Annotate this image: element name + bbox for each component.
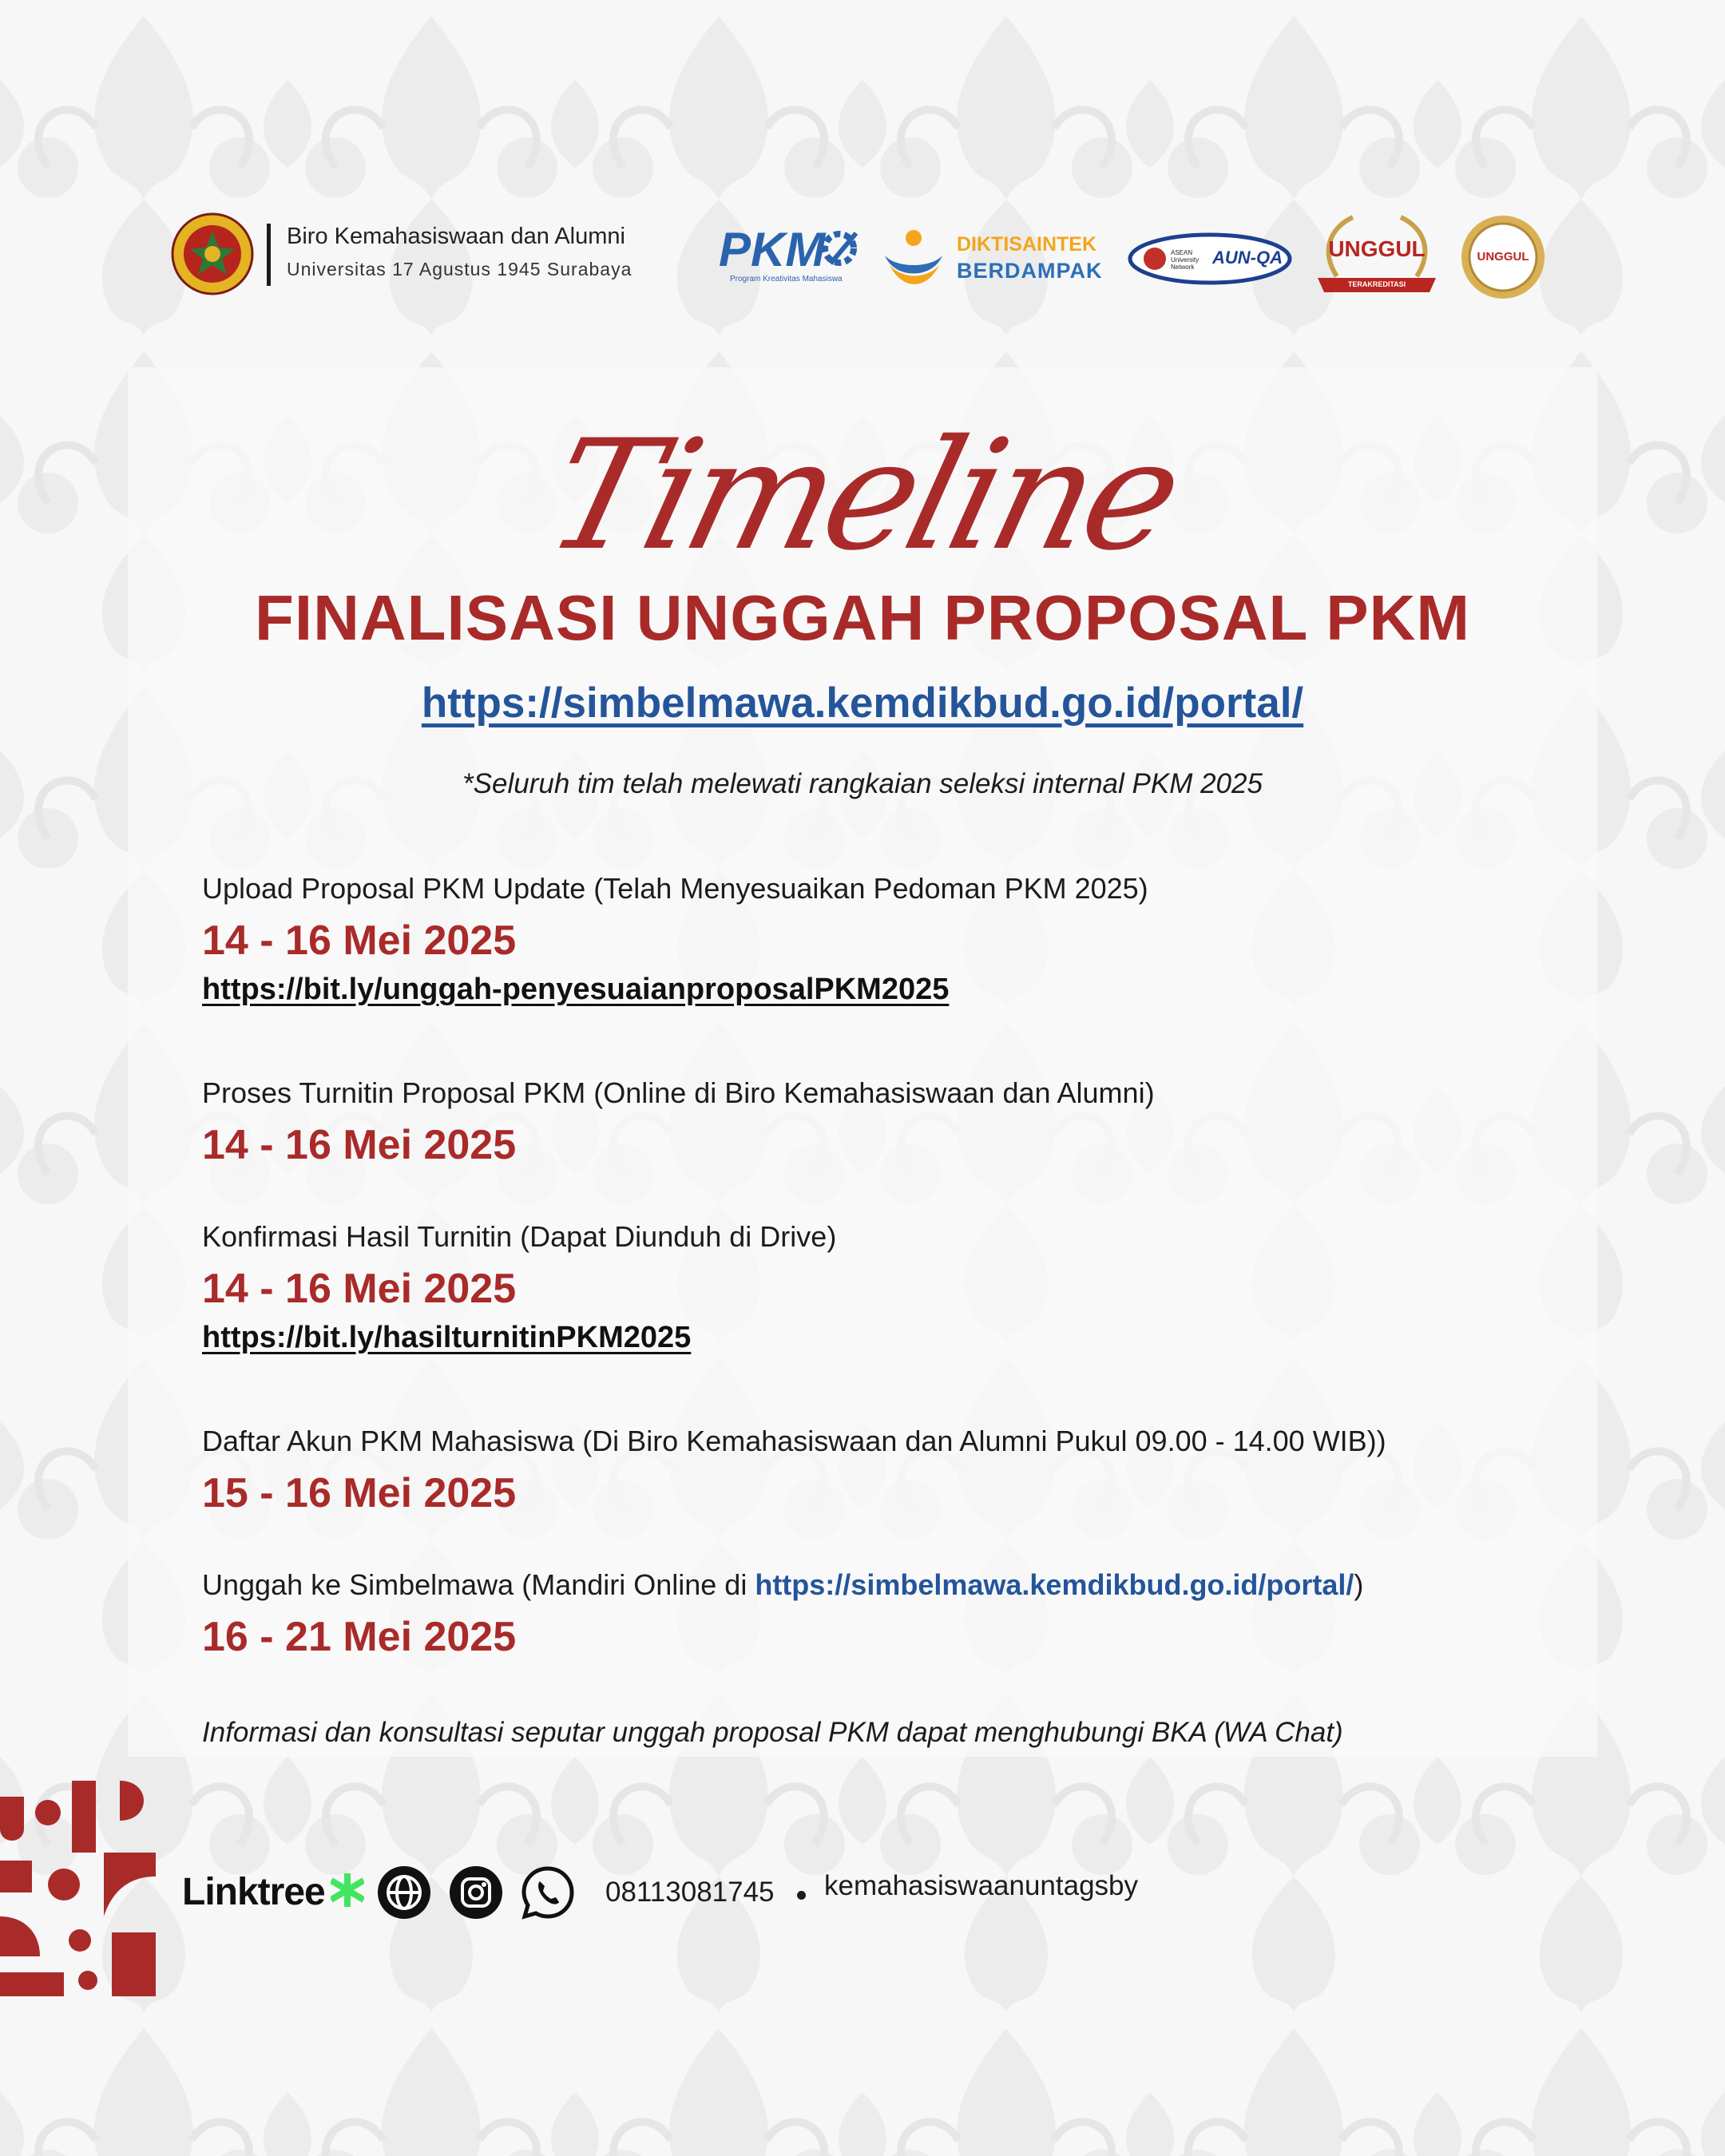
timeline-date: 14 - 16 Mei 2025 <box>202 1266 517 1312</box>
page-title: FINALISASI UNGGAH PROPOSAL PKM <box>255 582 1470 653</box>
dikti-line1: DIKTISAINTEK <box>957 233 1096 256</box>
script-title: Timeline <box>532 407 1193 584</box>
institution-subtitle: Universitas 17 Agustus 1945 Surabaya <box>287 259 632 279</box>
pkm-logo <box>719 219 864 295</box>
simbelmawa-inline-link[interactable]: https://simbelmawa.kemdikbud.go.id/portal/ <box>755 1568 1354 1601</box>
dikti-line2: BERDAMPAK <box>957 259 1103 283</box>
timeline-date: 15 - 16 Mei 2025 <box>202 1470 517 1516</box>
selection-note: *Seluruh tim telah melewati rangkaian seleksi internal PKM 2025 <box>462 768 1263 799</box>
timeline-item-konfirmasi <box>202 1220 1560 1355</box>
pkm-logo-subtitle: Program Kreativitas Mahasiswa <box>730 275 843 283</box>
timeline-date: 14 - 16 Mei 2025 <box>202 917 517 964</box>
timeline-label: Proses Turnitin Proposal PKM (Online di Biro Kemahasiswaan dan Alumni) <box>202 1076 1155 1109</box>
timeline-label: Daftar Akun PKM Mahasiswa (Di Biro Kemahasiswaan dan Alumni Pukul 09.00 - 14.00 WIB)) <box>202 1425 1386 1457</box>
timeline-label: Konfirmasi Hasil Turnitin (Dapat Diunduh di Drive) <box>202 1220 837 1253</box>
badge-ribbon-text: TERAKREDITASI <box>1347 280 1406 288</box>
whatsapp-icon[interactable] <box>521 1865 575 1920</box>
script-title-block <box>0 399 1725 591</box>
portal-link[interactable]: https://simbelmawa.kemdikbud.go.id/portal/ <box>421 680 1304 727</box>
unggul-accreditation-badge <box>1313 212 1441 300</box>
timeline-label <box>202 1568 1560 1602</box>
globe-icon[interactable] <box>377 1865 431 1920</box>
label-prefix: Unggah ke Simbelmawa (Mandiri Online di <box>202 1568 755 1601</box>
upload-link[interactable]: https://bit.ly/unggah-penyesuaianproposalPKM2025 <box>202 973 950 1006</box>
label-suffix: ) <box>1354 1568 1364 1601</box>
timeline-item-turnitin <box>202 1076 1560 1169</box>
gear-icon <box>815 224 864 273</box>
timeline-date: 16 - 21 Mei 2025 <box>202 1614 517 1660</box>
pkm-logo-text: PKM <box>719 223 826 276</box>
aun-qa-logo <box>1126 230 1294 287</box>
header-divider <box>267 224 271 286</box>
aun-qa-text: AUN-QA <box>1212 248 1283 268</box>
header-logos <box>171 212 1560 308</box>
timeline-item-simbelmawa <box>202 1568 1560 1661</box>
institution-name: Biro Kemahasiswaan dan Alumni <box>287 224 625 249</box>
linktree-asterisk-icon <box>331 1873 364 1907</box>
footer-info: Informasi dan konsultasi seputar unggah proposal PKM dapat menghubungi BKA (WA Chat) <box>202 1717 1343 1748</box>
university-seal-icon <box>171 212 254 295</box>
seal-unggul-text: UNGGUL <box>1477 250 1529 264</box>
timeline-label: Upload Proposal PKM Update (Telah Menyesuaikan Pedoman PKM 2025) <box>202 872 1148 905</box>
separator-dot <box>797 1891 806 1900</box>
timeline-item-daftar-akun <box>202 1425 1560 1517</box>
turnitin-result-link[interactable]: https://bit.ly/hasilturnitinPKM2025 <box>202 1321 692 1354</box>
aun-small-text: ASEAN University Network <box>1171 249 1200 271</box>
social-bar <box>182 1865 1460 1921</box>
social-handle: kemahasiswaanuntagsby <box>824 1870 1139 1901</box>
timeline-date: 14 - 16 Mei 2025 <box>202 1122 517 1168</box>
diktisaintek-emblem-icon <box>878 224 949 294</box>
diktisaintek-logo <box>878 224 1118 295</box>
badge-unggul-text: UNGGUL <box>1328 236 1426 261</box>
timeline-item-upload <box>202 872 1560 1007</box>
unggul-seal-badge <box>1458 212 1548 302</box>
decorative-pattern-icon <box>0 1781 156 1996</box>
instagram-icon[interactable] <box>449 1865 503 1920</box>
linktree-link[interactable]: Linktree <box>182 1871 325 1913</box>
phone-number: 08113081745 <box>605 1877 775 1908</box>
